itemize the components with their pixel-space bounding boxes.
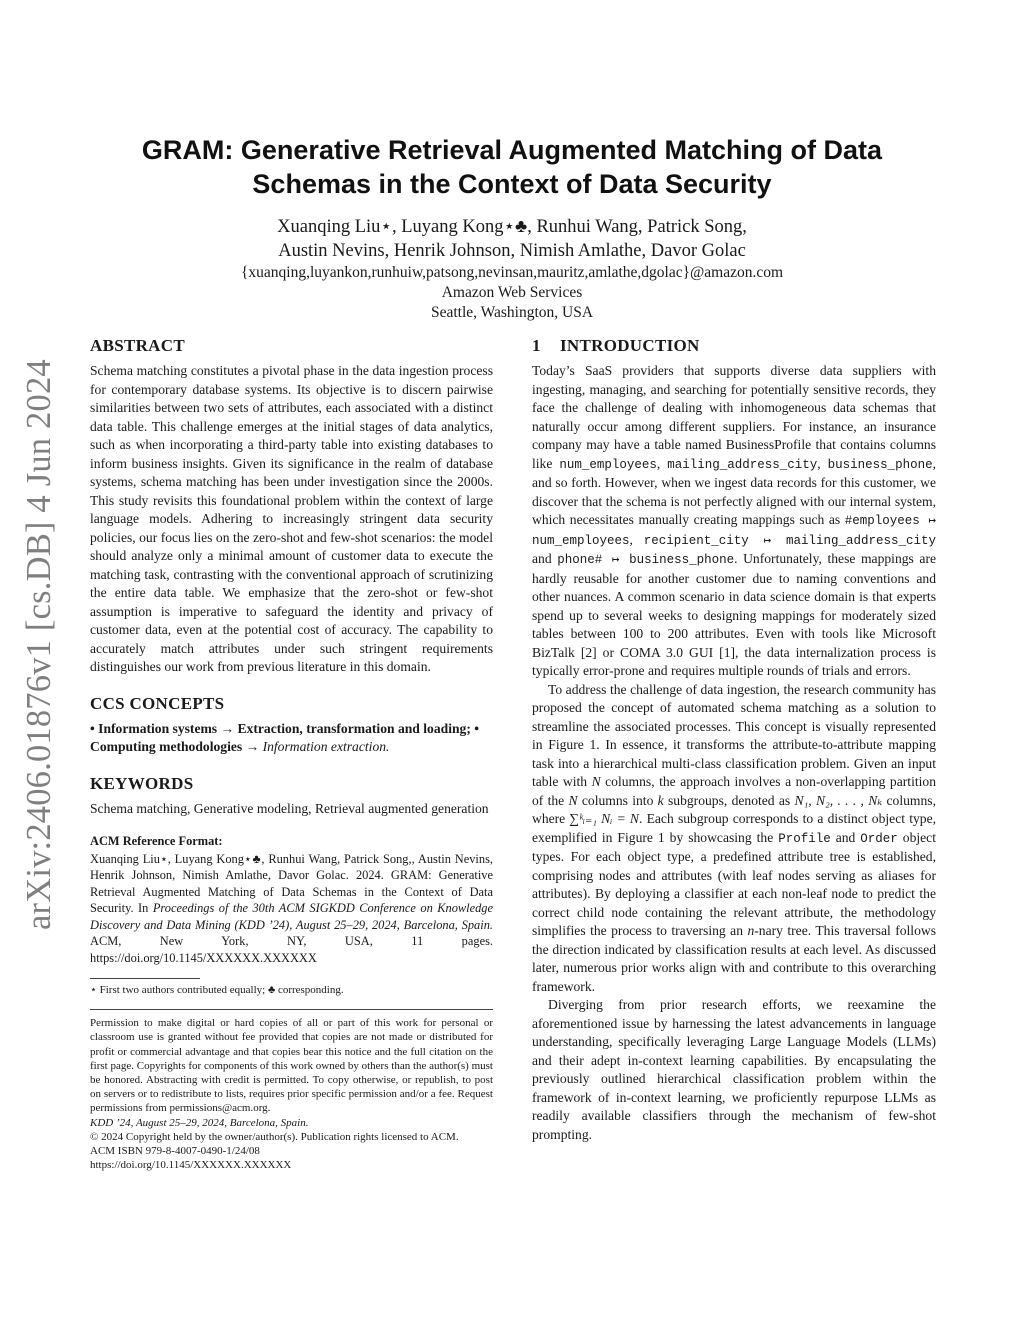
- intro-paragraph-2: [532, 681, 936, 997]
- intro-title: INTRODUCTION: [560, 336, 700, 355]
- acm-ref-text: [90, 851, 493, 967]
- permission-rule: [90, 1009, 493, 1010]
- code-mailing-address-city: mailing_address_city: [667, 457, 818, 472]
- permission-doi: https://doi.org/10.1145/XXXXXX.XXXXXX: [90, 1159, 292, 1172]
- code-num-employees: num_employees: [559, 457, 657, 472]
- intro-number: 1: [532, 336, 541, 355]
- intro-p1-a: Today’s SaaS providers that supports diverse data suppliers with ingesting, managing, and searching for potentially sensitive records, they face the challenge of dealing with inhomogeneous data schemas that naturally occur among different suppliers. For instance, an insurance company may have a table named BusinessProfile that contains columns like: [532, 363, 936, 471]
- intro-paragraph-1: [532, 362, 936, 681]
- keywords-heading: KEYWORDS: [90, 773, 194, 793]
- intro-p2-n: n: [747, 923, 755, 938]
- intro-p2-g: and: [830, 829, 861, 845]
- title-line-2: Schemas in the Context of Data Security: [252, 169, 772, 199]
- acm-ref-part-2: ACM, New York, NY, USA, 11 pages. https://doi.org/10.1145/XXXXXX.XXXXXX: [90, 934, 493, 965]
- footnote-text: ⋆ First two authors contributed equally; ♣ corresponding.: [90, 984, 344, 996]
- paper-title: [90, 133, 934, 201]
- author-emails: {xuanqing,luyankon,runhuiw,patsong,nevinsan,mauritz,amlathe,dgolac}@amazon.com: [240, 264, 784, 281]
- intro-p2-a: To address the challenge of data ingestion, the research community has proposed the concept of automated schema matching as a solution to streamline the associated processes. This concept is visually represented in Figure 1. In essence, it transforms the attribute-to-attribute mapping task into a hierarchical multi-class classification problem. Given an input table with: [532, 681, 936, 789]
- abstract-heading: ABSTRACT: [90, 336, 185, 355]
- code-recipient-mapping: recipient_city ↦ mailing_address_city: [643, 533, 937, 548]
- intro-heading: [532, 335, 936, 357]
- author-list: [90, 215, 934, 263]
- permission-conf: KDD ’24, August 25–29, 2024, Barcelona, Spain.: [90, 1116, 309, 1129]
- arxiv-stamp: arXiv:2406.01876v1 [cs.DB] 4 Jun 2024: [20, 359, 58, 930]
- intro-sep-1: ,: [656, 455, 668, 471]
- left-column: [90, 335, 493, 1172]
- footnote-rule: [90, 978, 200, 979]
- ccs-part-1: • Information systems → Extraction, transformation and loading;: [90, 720, 471, 736]
- permission-isbn: ACM ISBN 979-8-4007-0490-1/24/08: [90, 1145, 260, 1158]
- intro-p2-c: columns into: [577, 792, 658, 808]
- intro-paragraph-3: Diverging from prior research efforts, we reexamine the aforementioned issue by harnessing the latest advancements in language understanding, specifically leveraging Large Language Models (LLMs) and their adept in-context learning capabilities. By encapsulating the previously outlined hierarchical classification problem within the framework of in-context learning, we proficiently repurpose LLMs as readily available classifiers through the mechanism of few-shot prompting.: [532, 997, 936, 1142]
- acm-ref-part-1: Xuanqing Liu⋆, Luyang Kong⋆♣, Runhui Wang, Patrick Song,, Austin Nevins, Henrik Johnson, Nimish Amlathe, Davor Golac. 2024. GRAM: Generative Retrieval Augmented Matching of Data Schemas in the Context of Data Security. In: [90, 851, 493, 915]
- acm-ref-venue: Proceedings of the 30th ACM SIGKDD Conference on Knowledge Discovery and Data Mining (KDD ’24), August 25–29, 2024, Barcelona, Spain.: [90, 901, 493, 932]
- intro-p2-e: columns, where: [532, 792, 936, 826]
- intro-sep-3: ,: [629, 531, 644, 547]
- intro-p2-sum: ∑ᵏᵢ₌₁ Nᵢ = N: [569, 811, 639, 826]
- acm-ref-heading: ACM Reference Format:: [90, 834, 223, 848]
- code-order: Order: [860, 831, 898, 846]
- intro-p2-d: subgroups, denoted as: [663, 792, 795, 808]
- intro-p1-c: . Unfortunately, these mappings are hardly reusable for another customer due to naming conventions and other nuances. A common scenario in data science domain is that experts spend up to several weeks to designing mappings for moderately sized tables between 100 to 200 attributes. Even with tools like Microsoft BizTalk [2] or COMA 3.0 GUI [1], the data internalization process is typically error-prone and requires multiple rounds of trials and errors.: [532, 551, 937, 678]
- right-column: [532, 335, 936, 1144]
- acm-reference: [90, 832, 493, 966]
- permission-block: [90, 1016, 493, 1172]
- intro-sep-2: ,: [817, 455, 828, 471]
- keywords-text: Schema matching, Generative modeling, Retrieval augmented generation: [90, 800, 489, 816]
- intro-p2-h: object types. For each object type, a predefined attribute tree is established, comprising nodes and attributes (with leaf nodes serving as aliases for attributes). By deploying a classifier at each non-leaf node to predict the correct child node containing the relevant attribute, the methodology simplifies the process to traversing an: [532, 829, 936, 938]
- intro-p2-b: columns, the approach involves a non-overlapping partition of the: [532, 774, 936, 808]
- ccs-text: [90, 720, 493, 757]
- intro-p2-groups: N₁, N₂, . . . , Nₖ: [794, 792, 883, 808]
- code-profile: Profile: [778, 831, 831, 846]
- code-employees-mapping: #employees ↦ num_employees: [532, 514, 936, 548]
- ccs-part-2: • Computing methodologies →: [90, 720, 480, 754]
- title-line-1: GRAM: Generative Retrieval Augmented Matching of Data: [141, 135, 883, 165]
- intro-p2-N2: N: [568, 792, 578, 808]
- permission-copyright: © 2024 Copyright held by the owner/author(s). Publication rights licensed to ACM.: [90, 1130, 459, 1143]
- abstract-text: Schema matching constitutes a pivotal phase in the data ingestion process for contemporary database systems. Its objective is to discern pairwise similarities between two sets of attributes, each associated with a distinct data table. This challenge emerges at the initial stages of data analytics, such as when incorporating a third-party table into existing databases to inform business insights. Given its significance in the realm of database systems, schema matching has been under investigation since the 2000s. This study revisits this foundational problem within the context of large language models. Adhering to increasingly stringent data security policies, our focus lies on the zero-shot and few-shot scenarios: the model should analyze only a minimal amount of customer data to execute the matching task, contrasting with the conventional approach of scrutinizing the entire data table. We emphasize that the zero-shot or few-shot assumption is imperative to safeguard the identity and privacy of customer data, even at the potential cost of accuracy. The capability to accurately match attributes under such stringent requirements distinguishes our work from previous literature in this domain.: [90, 363, 493, 674]
- intro-p2-k: k: [657, 792, 664, 808]
- code-phone-mapping: phone# ↦ business_phone: [557, 553, 735, 567]
- intro-p2-N1: N: [591, 774, 601, 789]
- code-business-phone: business_phone: [827, 457, 933, 472]
- affiliation: Amazon Web Services: [441, 284, 583, 301]
- intro-p1-b: , and so forth. However, when we ingest data records for this customer, we discover that the schema is not perfectly aligned with our internal system, which necessitates manually creating mappings such as: [532, 455, 937, 527]
- authors-line-1: Xuanqing Liu⋆, Luyang Kong⋆♣, Runhui Wang, Patrick Song,: [277, 217, 747, 237]
- intro-p2-i: -nary tree. This traversal follows the direction indicated by classification results at each level. As discussed later, numerous prior works align with and contribute to this overarching framework.: [532, 923, 936, 994]
- ccs-part-3: Information extraction.: [262, 739, 390, 754]
- intro-p2-f: . Each subgroup corresponds to a distinct object type, exemplified in Figure 1 by showcasing the: [532, 811, 937, 845]
- footnote-block: [90, 978, 493, 997]
- authors-line-2: Austin Nevins, Henrik Johnson, Nimish Amlathe, Davor Golac: [278, 241, 746, 261]
- ccs-heading: CCS CONCEPTS: [90, 693, 225, 713]
- intro-and: and: [532, 551, 558, 566]
- location: Seattle, Washington, USA: [430, 304, 594, 321]
- permission-text: Permission to make digital or hard copies of all or part of this work for personal or classroom use is granted without fee provided that copies are not made or distributed for profit or commercial advantage and that copies bear this notice and the full citation on the first page. Copyrights for components of this work owned by others than the author(s) must be honored. Abstracting with credit is permitted. To copy otherwise, or republish, to post on servers or to redistribute to lists, requires prior specific permission and/or a fee. Request permissions from permissions@acm.org.: [90, 1017, 493, 1115]
